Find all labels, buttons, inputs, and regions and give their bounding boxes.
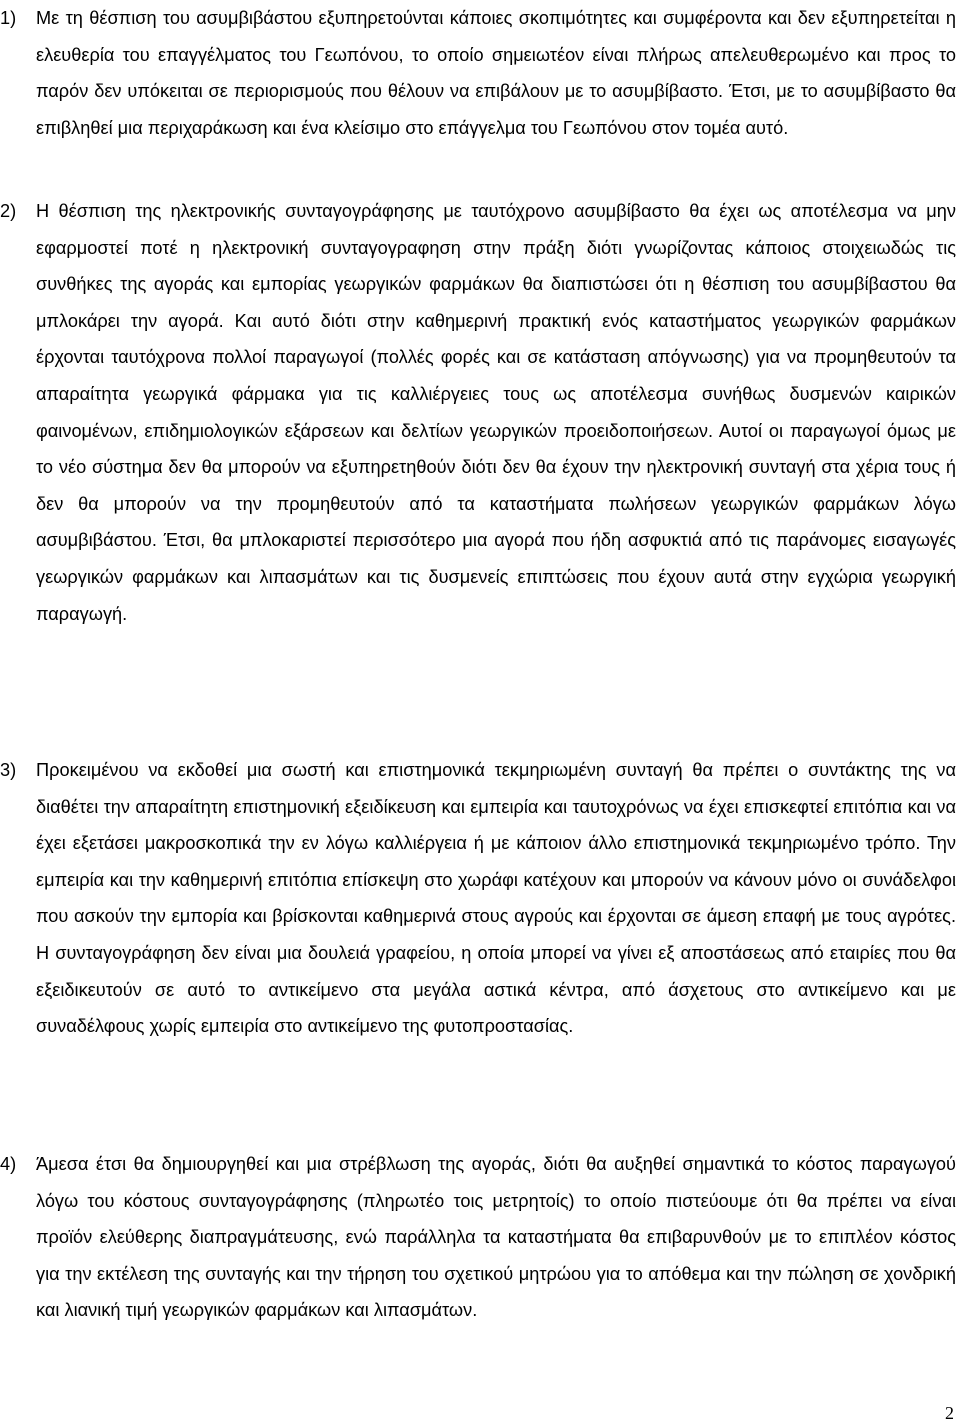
list-item-text: Άμεσα έτσι θα δημιουργηθεί και μια στρέβλωση της αγοράς, διότι θα αυξηθεί σημαντικά το κόστος παραγωγού λόγω του κόστους συνταγογράφησης (πληρωτέο τοις μετρητοίς) το οποίο πιστεύουμε ότι θα πρέπει να είναι προϊόν ελεύθερης διαπραγμάτευσης, ενώ παράλληλα τα καταστήματα θα επιβαρυνθούν με το επιπλέον κόστος για την εκτέλεση της συνταγής και την τήρηση του σχετικού μητρώου για το απόθεμα και την πώληση σε χονδρική και λιανική τιμή γεωργικών φαρμάκων και λιπασμάτων.: [36, 1154, 956, 1321]
list-item: [0, 0, 956, 146]
list-item: [0, 752, 956, 1045]
list-item-text: Η θέσπιση της ηλεκτρονικής συνταγογράφησης με ταυτόχρονο ασυμβίβαστο θα έχει ως αποτέλεσμα να μην εφαρμοστεί ποτέ η ηλεκτρονική συνταγογραφηση στην πράξη διότι γνωρίζοντας κάποιος στοιχειωδώς τις συνθήκες της αγοράς και εμπορίας γεωργικών φαρμάκων θα διαπιστώσει ότι η θέσπιση του ασυμβίβαστου θα μπλοκάρει την αγορά. Και αυτό διότι στην καθημερινή πρακτική ενός καταστήματος γεωργικών φαρμάκων έρχονται ταυτόχρονα πολλοί παραγωγοί (πολλές φορές και σε κατάσταση απόγνωσης) για να προμηθευτούν τα απαραίτητα γεωργικά φάρμακα για τις καλλιέργειες τους ως αποτέλεσμα συνήθως δυσμενών καιρικών φαινομένων, επιδημιολογικών εξάρσεων και δελτίων γεωργικών προειδοποιήσεων. Αυτοί οι παραγωγοί όμως με το νέο σύστημα δεν θα μπορούν να εξυπηρετηθούν διότι δεν θα έχουν την ηλεκτρονική συνταγή στα χέρια τους ή δεν θα μπορούν να την προμηθευτούν από τα καταστήματα πωλήσεων γεωργικών φαρμάκων λόγω ασυμβιβάστου. Έτσι, θα μπλοκαριστεί περισσότερο μια αγορά που ήδη ασφυκτιά από τις παράνομες εισαγωγές γεωργικών φαρμάκων και λιπασμάτων και τις δυσμενείς επιπτώσεις που έχουν αυτά στην εγχώρια γεωργική παραγωγή.: [36, 201, 956, 624]
list-item-number: 4): [0, 1154, 17, 1174]
list-item: [0, 193, 956, 632]
list-item-text: Με τη θέσπιση του ασυμβιβάστου εξυπηρετούνται κάποιες σκοπιμότητες και συμφέροντα και δεν εξυπηρετείται η ελευθερία του επαγγέλματος του Γεωπόνου, το οποίο σημειωτέον είναι πλήρως απελευθερωμένο και προς το παρόν δεν υπόκειται σε περιορισμούς που θέλουν να επιβάλουν με το ασυμβίβαστο. Έτσι, με το ασυμβίβαστο θα επιβληθεί μια περιχαράκωση και ένα κλείσιμο στο επάγγελμα του Γεωπόνου στον τομέα αυτό.: [36, 8, 956, 138]
list-item-number: 3): [0, 760, 17, 780]
list-item: [0, 1146, 956, 1329]
list-item-number: 1): [0, 8, 17, 28]
page-number: 2: [945, 1403, 954, 1423]
list-item-number: 2): [0, 201, 17, 221]
list-item-text: Προκειμένου να εκδοθεί μια σωστή και επιστημονικά τεκμηριωμένη συνταγή θα πρέπει ο συντάκτης της να διαθέτει την απαραίτητη επιστημονική εξειδίκευση και εμπειρία και ταυτοχρόνως να έχει επισκεφτεί επιτόπια και να έχει εξετάσει μακροσκοπικά την εν λόγω καλλιέργεια ή με κάποιον άλλο επιστημονικά τεκμηριωμένο τρόπο. Την εμπειρία και την καθημερινή επιτόπια επίσκεψη στο χωράφι κατέχουν και μπορούν να κάνουν μόνο οι συνάδελφοι που ασκούν την εμπορία και βρίσκονται καθημερινά στους αγρούς και έρχονται σε άμεση επαφή με τους αγρότες. Η συνταγογράφηση δεν είναι μια δουλειά γραφείου, η οποία μπορεί να γίνει εξ αποστάσεως από εταιρίες που θα εξειδικευτούν σε αυτό το αντικείμενο στα μεγάλα αστικά κέντρα, από άσχετους στο αντικείμενο και με συναδέλφους χωρίς εμπειρία στο αντικείμενο της φυτοπροστασίας.: [36, 760, 956, 1037]
